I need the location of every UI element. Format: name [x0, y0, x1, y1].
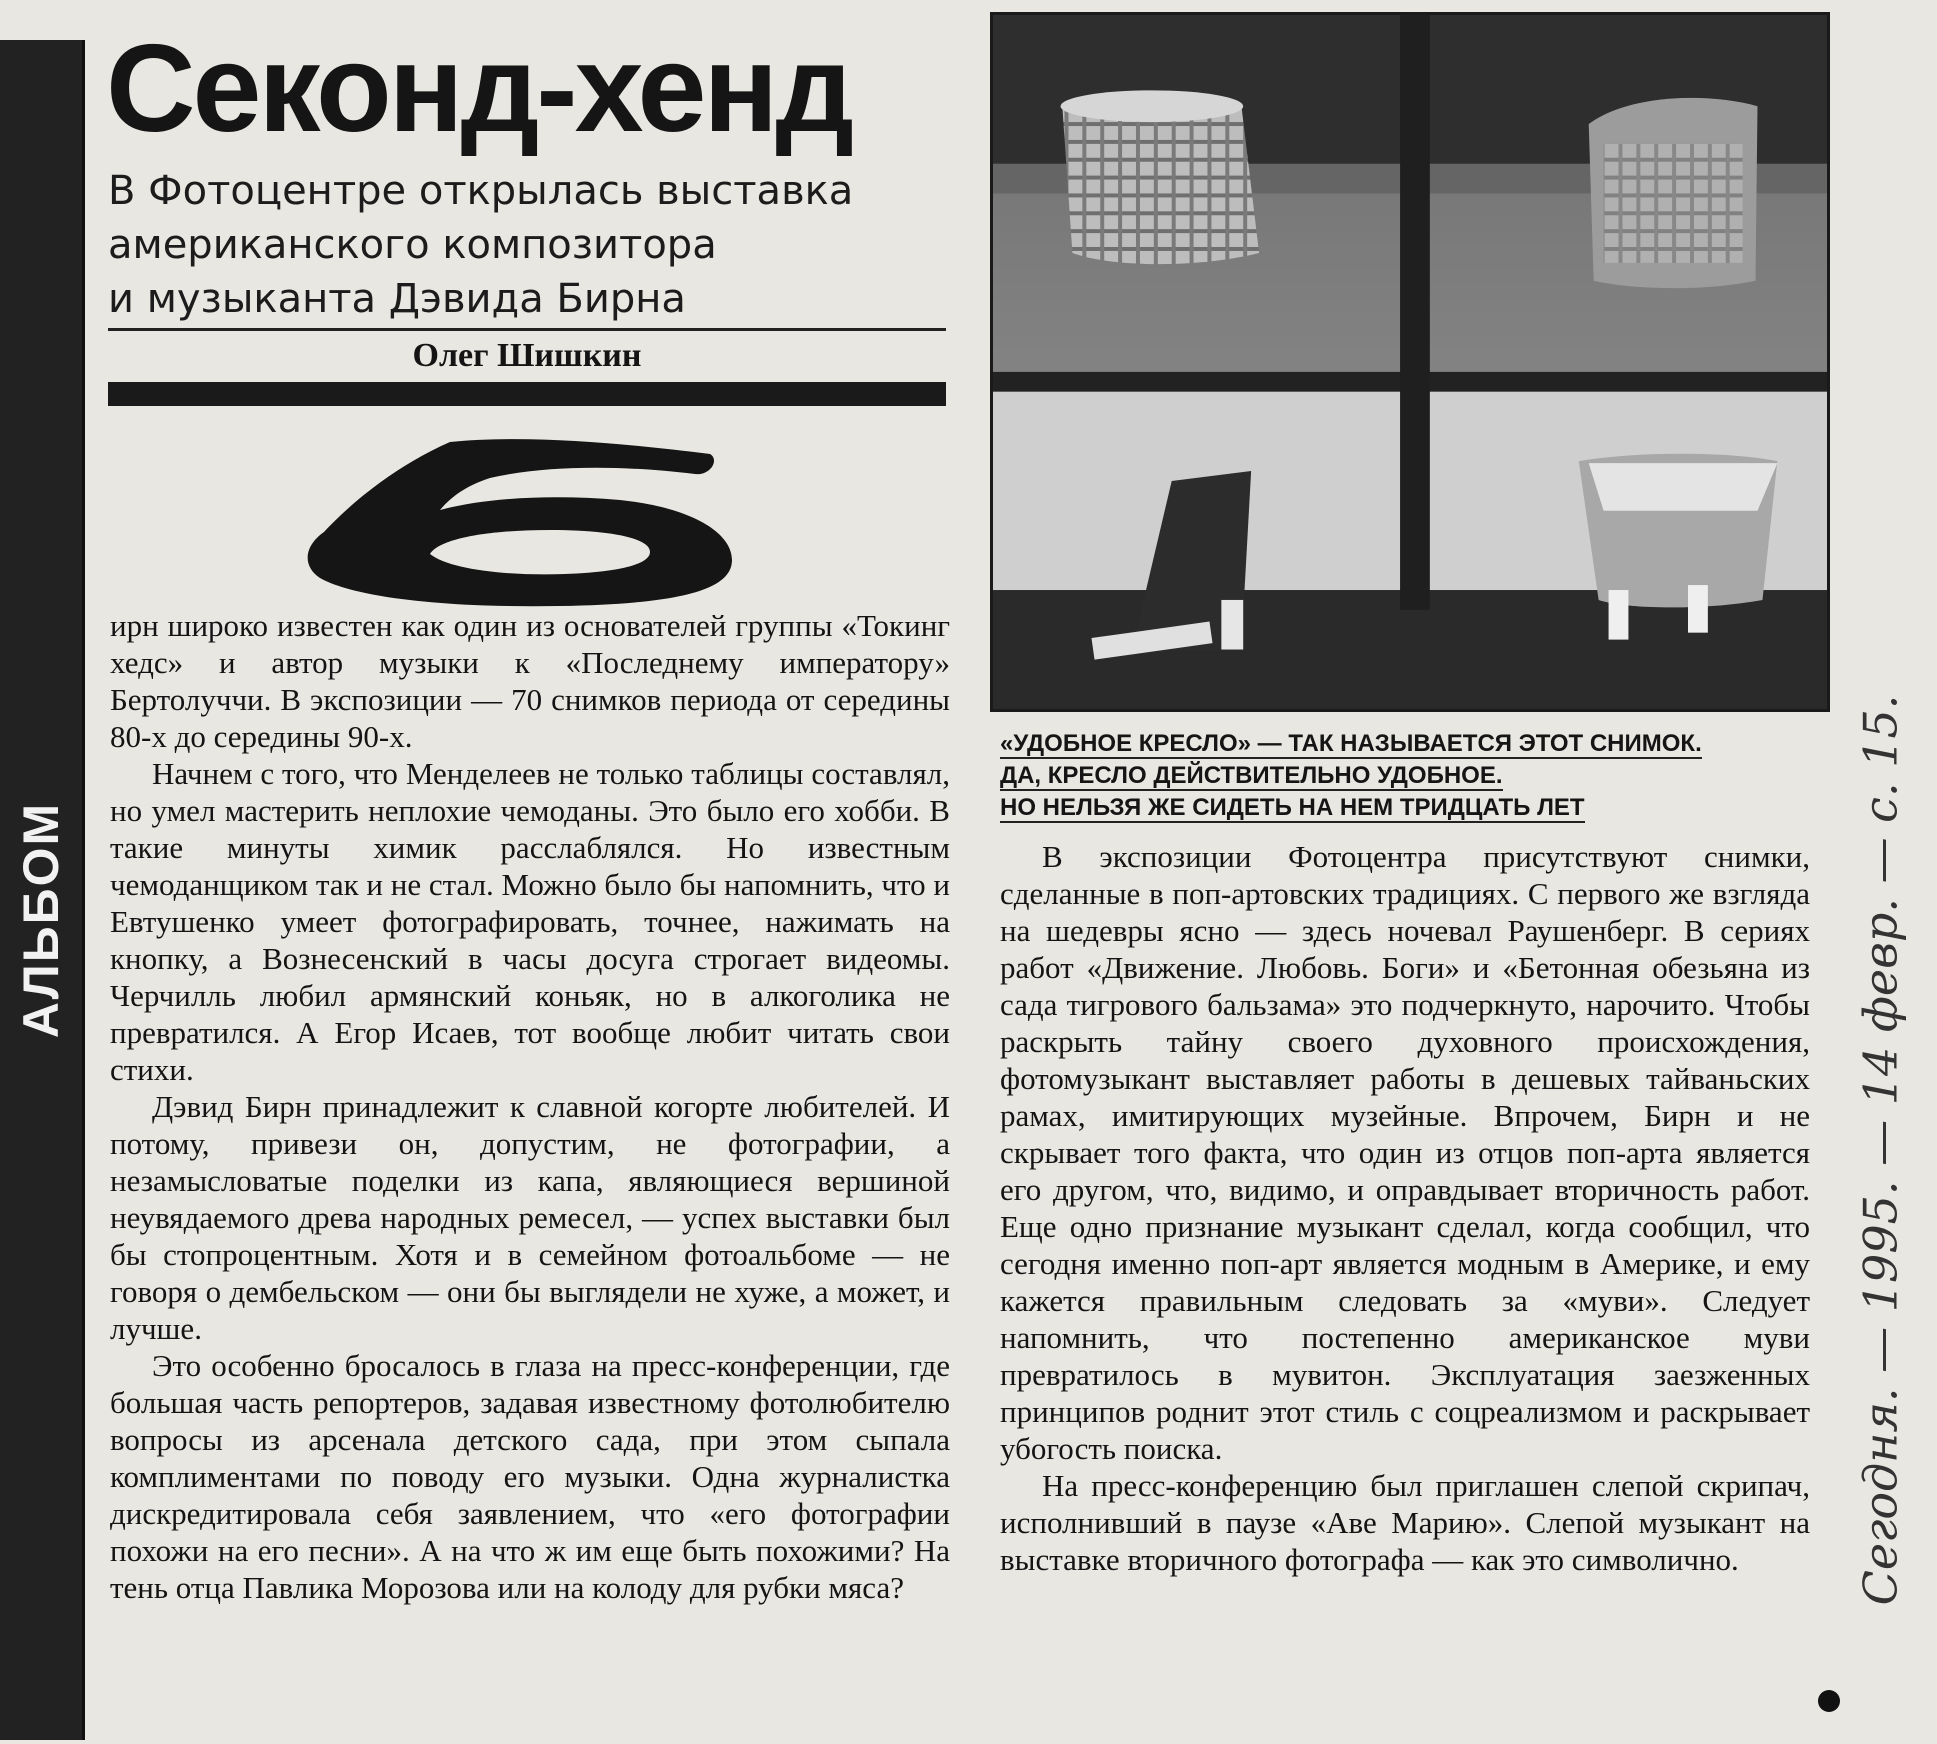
paragraph: Это особенно бросалось в глаза на пресс-конференции, где большая часть репортеров, задавая известному фотолюбителю вопросы из арсенала детского сада, при этом сыпала комплиментами по поводу его музыки. Одна журналистка дискредитировала себя заявлением, что «его фотографии похожи на его песни». А на что ж им еще быть похожими? На тень отца Павлика Морозова или на колоду для рубки мяса?: [110, 1348, 950, 1605]
caption-line-text: НО НЕЛЬЗЯ ЖЕ СИДЕТЬ НА НЕМ ТРИДЦАТЬ ЛЕТ: [1000, 794, 1585, 821]
subtitle-line: В Фотоцентре открылась выставка: [108, 168, 854, 214]
caption-line: [1000, 728, 1820, 760]
byline-rule-top: [108, 328, 946, 331]
byline-rule-bottom: [108, 382, 946, 406]
photo-chairs: [990, 12, 1830, 712]
caption-line-text: ДА, КРЕСЛО ДЕЙСТВИТЕЛЬНО УДОБНОЕ.: [1000, 762, 1503, 789]
paragraph: ирн широко известен как один из основателей группы «Токинг хедс» и автор музыки к «Последнему императору» Бертолуччи. В экспозиции — 70 снимков периода от середины 80-х до середины 90-х.: [110, 608, 950, 754]
subtitle-line: американского композитора: [108, 222, 717, 268]
article-column-left: [110, 607, 950, 1606]
handwritten-annotation-wrap: [1835, 694, 1925, 1606]
photo-caption: [1000, 728, 1820, 824]
rubric-label-wrap: [1, 770, 81, 1070]
article-column-right: [1000, 838, 1810, 1578]
section-rubric: [0, 40, 85, 1740]
paragraph: Дэвид Бирн принадлежит к славной когорте любителей. И потому, привези он, допустим, не фотографии, а незамысловатые поделки из капа, являющиеся вершиной неувядаемого древа народных ремесел, — успех выставки был бы стопроцентным. Хотя и в семейном фотоальбоме — не говоря о дембельском — они бы выглядели не хуже, а может, и лучше.: [110, 1089, 950, 1346]
subtitle: [108, 164, 968, 326]
caption-line: [1000, 760, 1820, 792]
dropcap-letter: [300, 436, 740, 608]
paragraph: На пресс-конференцию был приглашен слепой скрипач, исполнивший в паузе «Аве Марию». Слепой музыкант на выставке вторичного фотографа — как это символично.: [1000, 1468, 1810, 1577]
caption-line: [1000, 792, 1820, 824]
paragraph: Начнем с того, что Менделеев не только таблицы составлял, но умел мастерить неплохие чемоданы. Это было его хобби. В такие минуты химик расслаблялся. Но известным чемоданщиком так и не стал. Можно было бы напомнить, что и Евтушенко умеет фотографировать, точнее, нажимать на кнопку, а Вознесенский в часы досуга строгает видеомы. Черчилль любил армянский коньяк, но в алкоголика не превратился. А Егор Исаев, тот вообще любит читать свои стихи.: [110, 756, 950, 1087]
handwritten-annotation: Сегодня. — 1995. — 14 февр. — с. 15.: [1853, 694, 1908, 1606]
subtitle-line: и музыканта Дэвида Бирна: [108, 276, 686, 322]
end-mark: [1818, 1690, 1840, 1712]
section-label: АЛЬБОМ: [13, 801, 69, 1039]
caption-line-text: «УДОБНОЕ КРЕСЛО» — ТАК НАЗЫВАЕТСЯ ЭТОТ СНИМОК.: [1000, 730, 1702, 757]
paragraph: В экспозиции Фотоцентра присутствуют снимки, сделанные в поп-артовских традициях. С первого же взгляда на шедевры ясно — здесь ночевал Раушенберг. В сериях работ «Движение. Любовь. Боги» и «Бетонная обезьяна из сада тигрового бальзама» это подчеркнуто, нарочито. Чтобы раскрыть тайну своего духовного происхождения, фотомузыкант выставляет работы в дешевых тайваньских рамах, имитирующих музейные. Впрочем, Бирн и не скрывает того факта, что один из отцов поп-арта является его другом, что, видимо, и оправдывает вторичность работ. Еще одно признание музыкант сделал, когда сообщил, что сегодня именно поп-арт является модным в Америке, и ему кажется правильным следовать за «муви». Следует напомнить, что постепенно американское муви превратилось в мувитон. Эксплуатация заезженных принципов роднит этот стиль с соцреализмом и раскрывает убогость поиска.: [1000, 839, 1810, 1466]
headline: Секонд-хенд: [106, 20, 852, 158]
byline: Олег Шишкин: [412, 337, 642, 374]
